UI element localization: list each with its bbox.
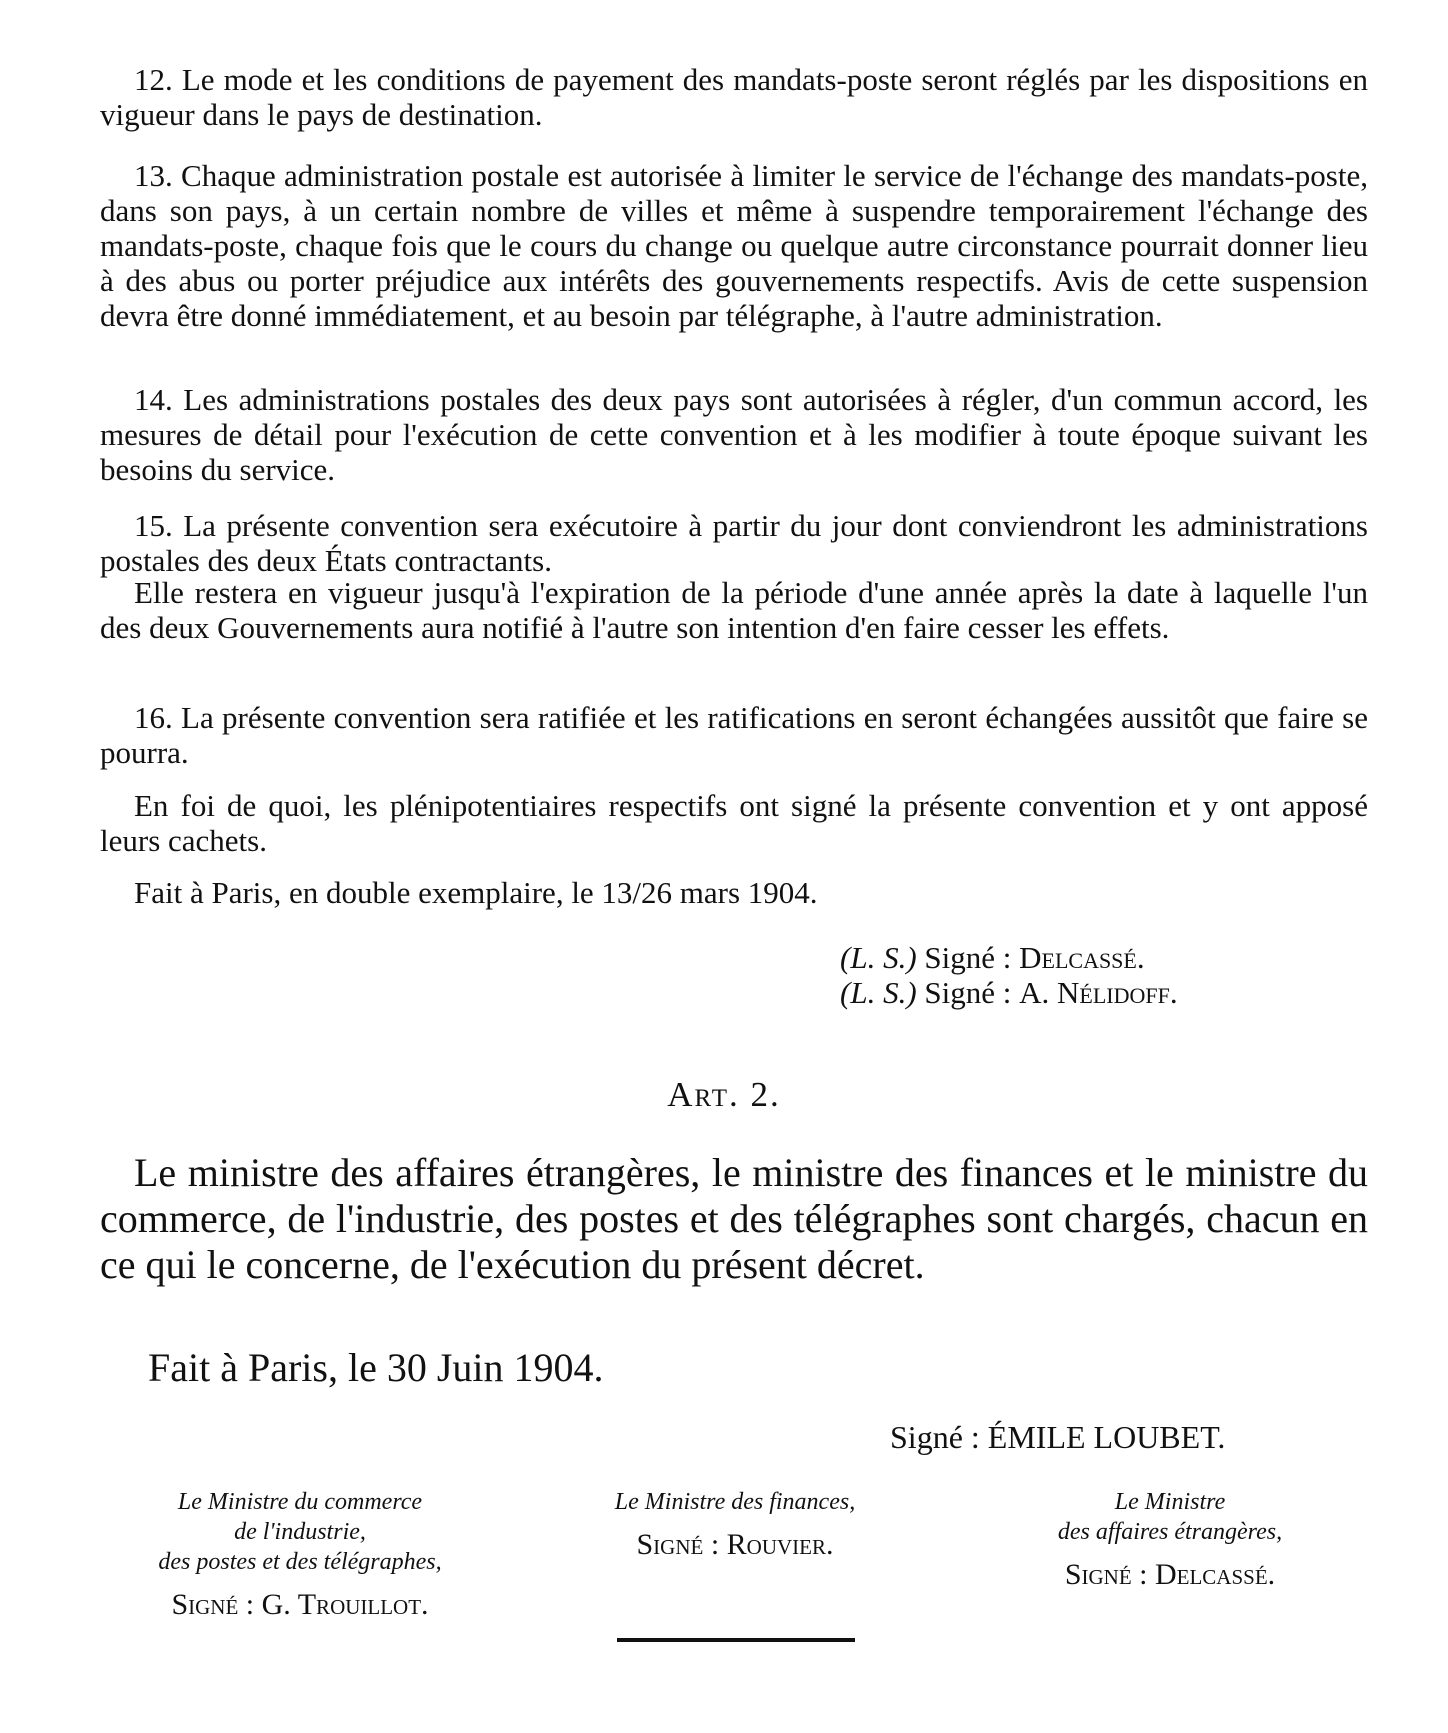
seal-mark: (L. S.) — [840, 940, 917, 975]
seal-mark: (L. S.) — [840, 975, 917, 1010]
president-signature: Signé : ÉMILE LOUBET. — [890, 1419, 1226, 1455]
closing-rule — [617, 1638, 855, 1642]
minister-commerce — [100, 1487, 500, 1623]
paragraph-13: 13. Chaque administration postale est autorisée à limiter le service de l'échange des mandats-poste, dans son pays, à un certain nombre de villes et même à suspendre temporairement l'échange des mandats-poste, chaque fois que le cours du change ou quelque autre circonstance pourrait donner lieu à des abus ou porter préjudice aux intérêts des gouvernements respectifs. Avis de cette suspension devra être donné immédiatement, et au besoin par télégraphe, à l'autre administration. — [100, 158, 1368, 333]
minister-title-line: Le Ministre des finances, — [614, 1489, 856, 1515]
minister-title-line: Le Ministre — [1114, 1489, 1226, 1515]
article-2-text: Le ministre des affaires étrangères, le ministre des finances et le ministre du commerce, de l'industrie, des postes et des télégraphes sont chargés, chacun en ce qui le concerne, de l'exécution du présent décret. — [100, 1150, 1368, 1287]
signe-label: Signé : — [924, 975, 1012, 1010]
minister-title-line: des affaires étrangères, — [1057, 1519, 1283, 1545]
signatory-name: A. Nélidoff. — [1019, 975, 1178, 1010]
paragraph-15: 15. La présente convention sera exécutoire à partir du jour dont conviendront les administrations postales des deux États contractants. — [100, 508, 1368, 578]
minister-signature: Signé : Delcassé. — [1064, 1558, 1276, 1591]
minister-affaires-etrangeres — [990, 1487, 1350, 1593]
article-heading: Art. 2. — [667, 1075, 781, 1114]
decree-date: Fait à Paris, le 30 Juin 1904. — [148, 1345, 604, 1390]
minister-finances — [555, 1487, 915, 1563]
paragraph-15-continued: Elle restera en vigueur jusqu'à l'expiration de la période d'une année après la date à laquelle l'un des deux Gouvernements aura notifié à l'autre son intention d'en faire cesser les effets. — [100, 575, 1368, 645]
paragraph-14: 14. Les administrations postales des deux pays sont autorisées à régler, d'un commun accord, les mesures de détail pour l'exécution de cette convention et à les modifier à toute époque suivant les besoins du service. — [100, 382, 1368, 487]
signatory-name: Delcassé. — [1019, 940, 1145, 975]
paragraph-en-foi: En foi de quoi, les plénipotentiaires respectifs ont signé la présente convention et y ont apposé leurs cachets. — [100, 788, 1368, 858]
minister-signature: Signé : Rouvier. — [636, 1528, 834, 1561]
paragraph-16: 16. La présente convention sera ratifiée et les ratifications en seront échangées aussitôt que faire se pourra. — [100, 700, 1368, 770]
convention-date: Fait à Paris, en double exemplaire, le 13/26 mars 1904. — [134, 875, 818, 910]
convention-signature-2 — [840, 975, 1178, 1010]
minister-title-line: de l'industrie, — [234, 1519, 366, 1545]
signe-label: Signé : — [924, 940, 1012, 975]
minister-title-line: Le Ministre du commerce — [177, 1489, 423, 1515]
convention-signature-1 — [840, 940, 1145, 975]
minister-title-line: des postes et des télégraphes, — [158, 1549, 442, 1575]
minister-signature: Signé : G. Trouillot. — [171, 1588, 429, 1621]
paragraph-12: 12. Le mode et les conditions de payement des mandats-poste seront réglés par les dispositions en vigueur dans le pays de destination. — [100, 62, 1368, 132]
